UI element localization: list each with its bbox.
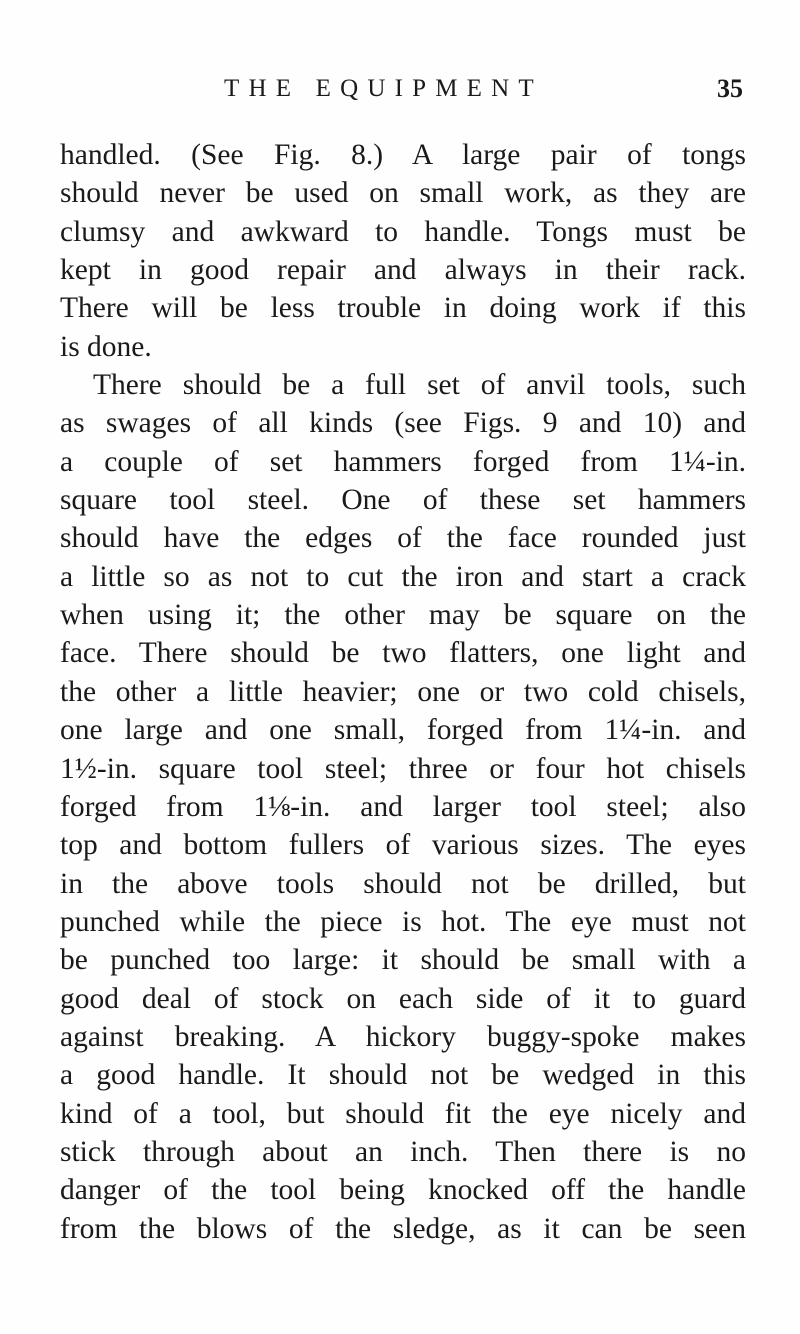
text-line: the other a little heavier; one or two cold chisels, [60,675,746,708]
text-line: forged from 1⅛-in. and larger tool steel; also [60,790,746,823]
text-line: be punched too large: it should be small with a [60,944,746,977]
text-line: a little so as not to cut the iron and start a crack [60,560,746,593]
text-line: good deal of stock on each side of it to guard [60,982,746,1015]
text-line: in the above tools should not be drilled, but [60,867,746,900]
text-line: a good handle. It should not be wedged in this [60,1059,746,1092]
text-line: should have the edges of the face rounded just [60,522,746,555]
text-line: kept in good repair and always in their rack. [60,254,746,287]
chapter-title: THE EQUIPMENT [224,75,543,102]
text-line: one large and one small, forged from 1¼-in. and [60,714,746,747]
text-line: face. There should be two flatters, one light and [60,637,746,670]
text-line: danger of the tool being knocked off the handle [60,1174,746,1207]
text-line: should never be used on small work, as they are [60,177,746,210]
text-line: stick through about an inch. Then there is no [60,1135,746,1168]
text-line: against breaking. A hickory buggy-spoke makes [60,1020,746,1053]
text-line: is done. [60,330,152,363]
text-line: from the blows of the sledge, as it can be seen [60,1212,746,1245]
text-line: when using it; the other may be square on the [60,599,746,632]
text-line: clumsy and awkward to handle. Tongs must be [60,215,746,248]
text-line: 1½-in. square tool steel; three or four hot chisels [60,752,746,785]
text-line: top and bottom fullers of various sizes. The eyes [60,829,746,862]
running-head [0,72,800,106]
paragraph-first-line: There should be a full set of anvil tools, such [93,369,746,402]
text-line: punched while the piece is hot. The eye must not [60,905,746,938]
page-number: 35 [717,74,743,103]
text-line: kind of a tool, but should fit the eye nicely and [60,1097,746,1130]
text-line: There will be less trouble in doing work if this [60,292,746,325]
text-line: square tool steel. One of these set hammers [60,484,746,517]
text-line: a couple of set hammers forged from 1¼-in. [60,445,746,478]
text-line: as swages of all kinds (see Figs. 9 and 10) and [60,407,746,440]
text-line: handled. (See Fig. 8.) A large pair of tongs [60,139,746,171]
body-text [60,136,746,1248]
